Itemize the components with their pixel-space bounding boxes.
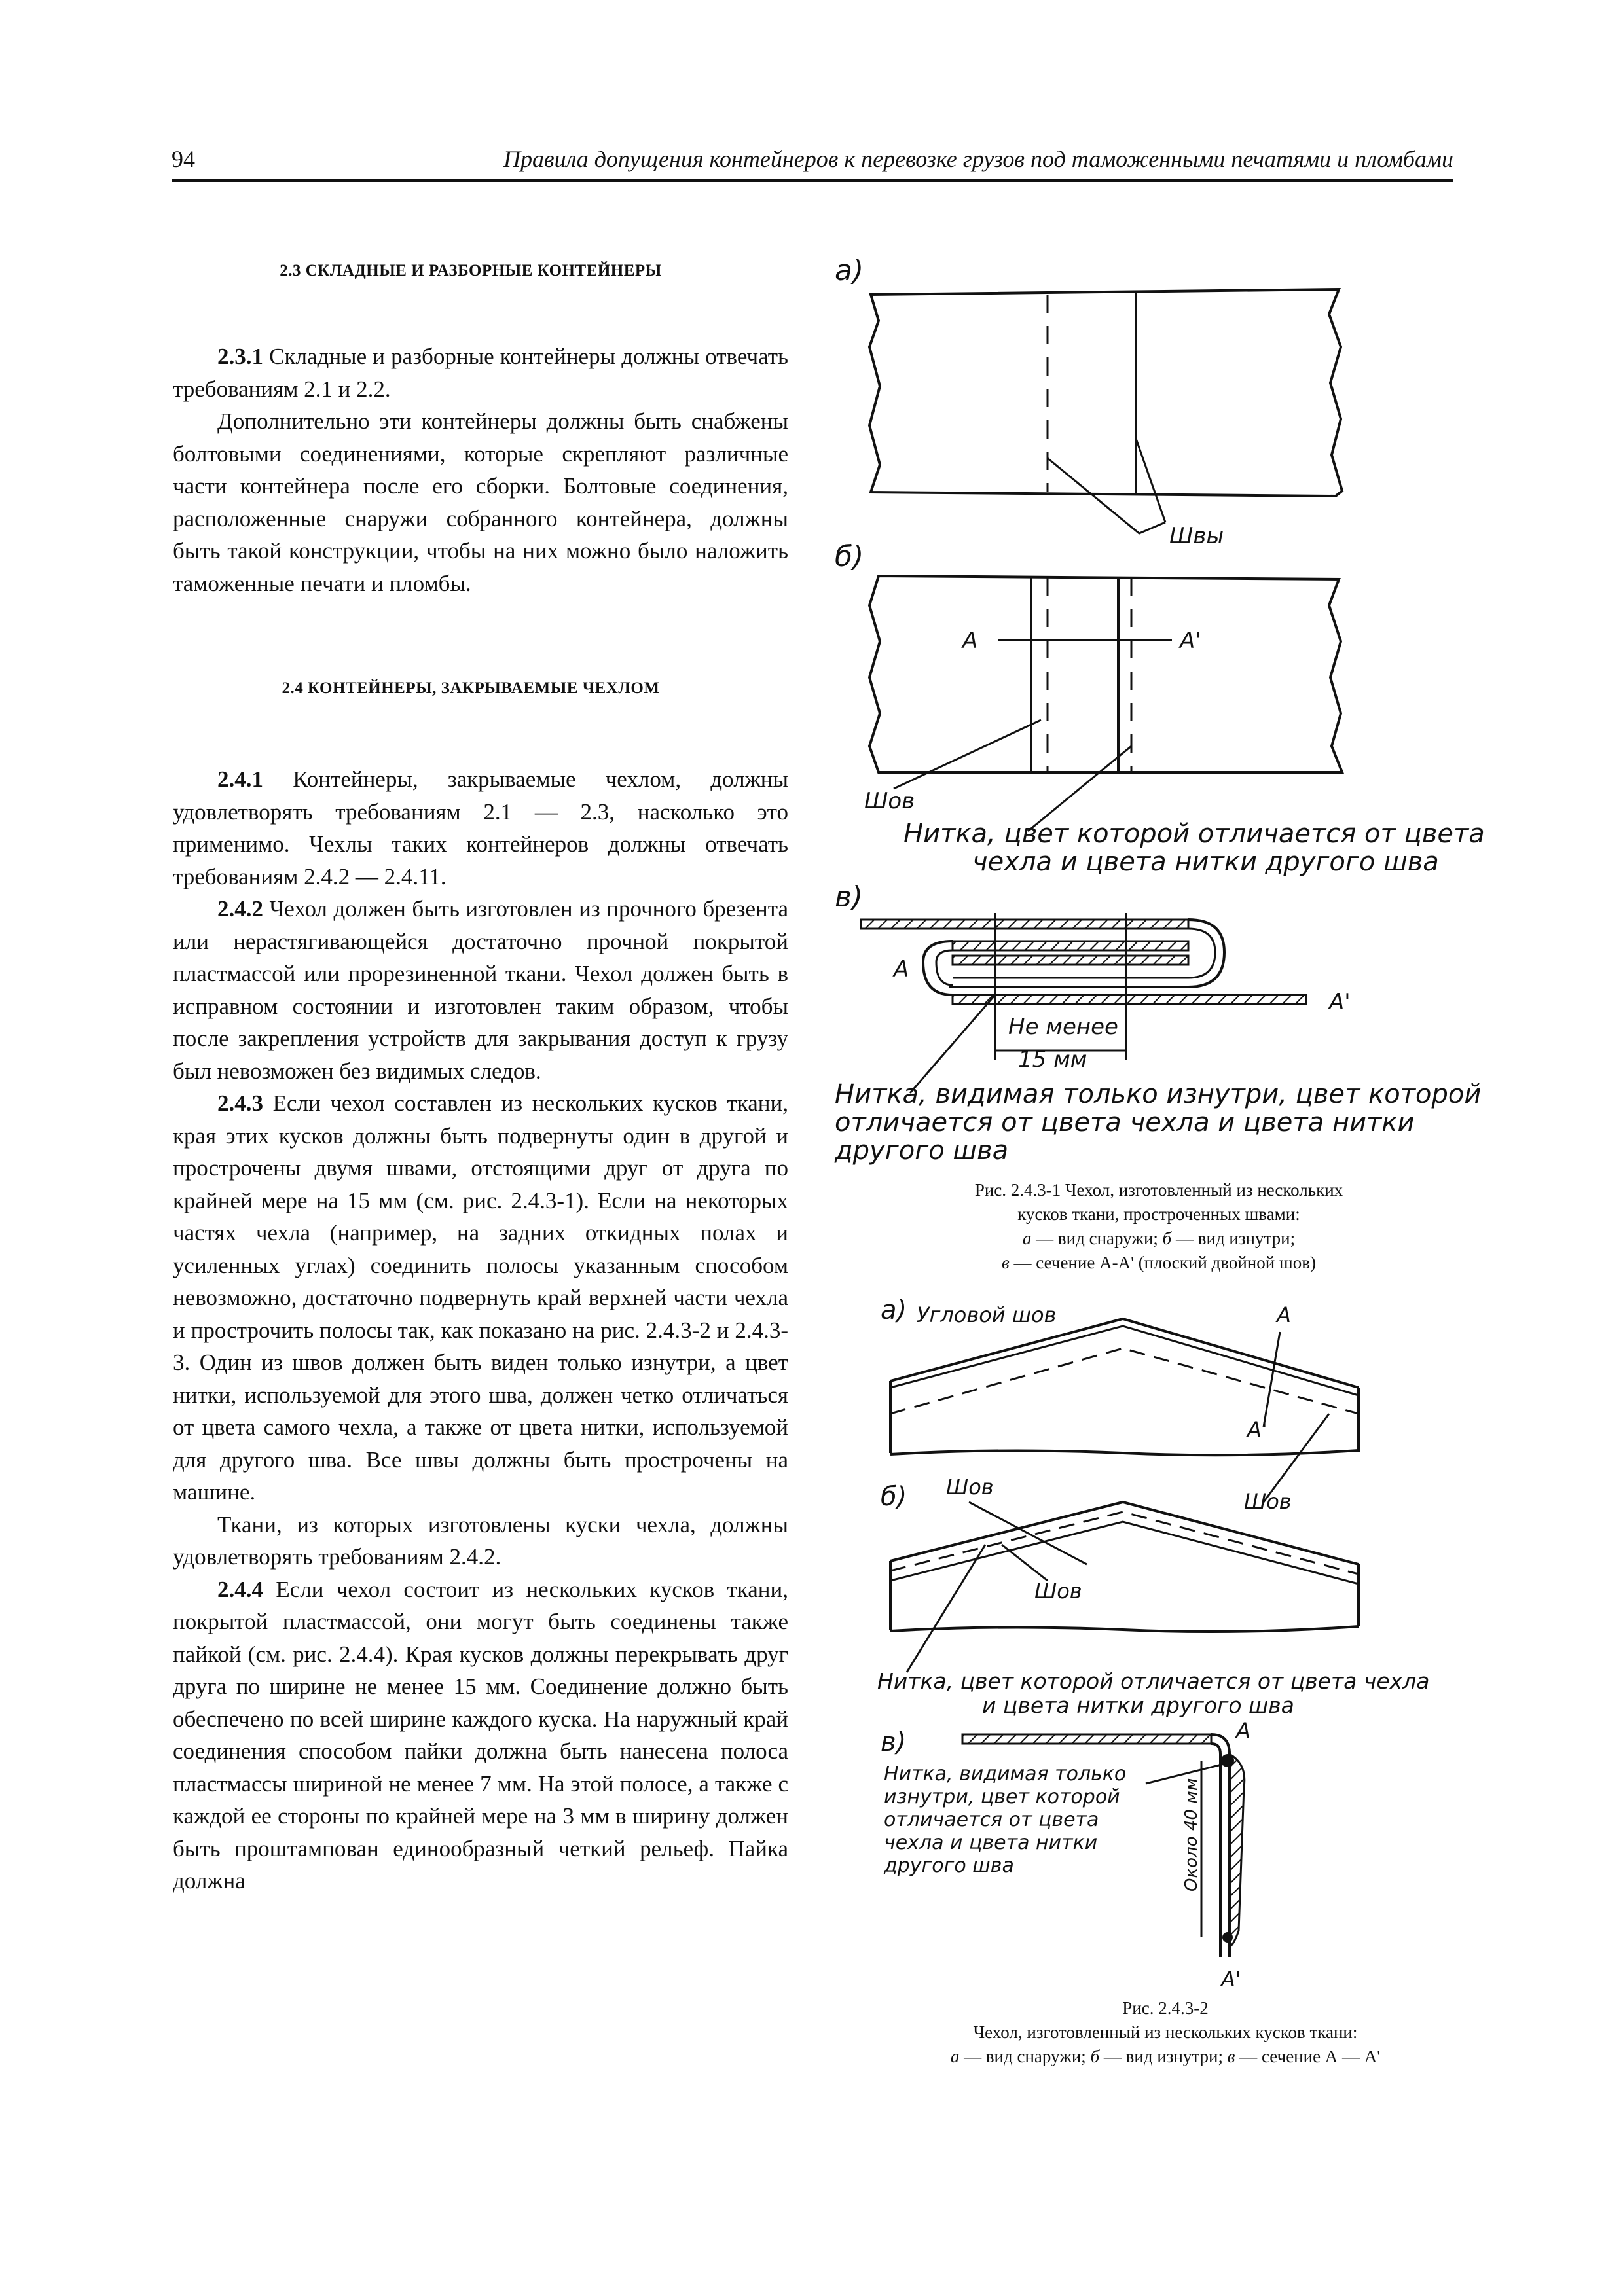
panel-b-outline <box>869 576 1342 772</box>
clause-number: 2.4.2 <box>217 896 263 922</box>
leader-inner-thread <box>910 995 995 1093</box>
label-a: а) <box>835 254 864 287</box>
label-seam-3: Шов <box>1034 1579 1082 1604</box>
figure-2-4-3-2-drawing <box>871 1283 1460 1990</box>
label-seams: Швы <box>1169 523 1224 549</box>
paragraph-text: Дополнительно эти контейнеры должны быть снабжены болтовыми соединениями, которые скрепляют различные части контейнера после его сборки. Болтовые соединения, расположенные снаружи собранного контейнера, должны быть такой конструкции, чтобы на них можно было наложить таможенные печати и пломбы. <box>173 408 788 596</box>
label-v: в) <box>835 880 864 914</box>
paragraph-text: Контейнеры, закрываемые чехлом, должны удовлетворять требованиям 2.1 — 2.3, насколько это применимо. Чехлы таких контейнеров должны отвечать требованиям 2.4.2 — 2.4.11. <box>173 766 788 889</box>
label-a: а) <box>881 1295 907 1325</box>
section-top-strip <box>962 1734 1211 1744</box>
inner-strip-2 <box>953 956 1188 965</box>
label-A-prime-section: А' <box>1221 1967 1241 1990</box>
caption-line: Чехол, изготовленный из нескольких кусков ткани: <box>973 2022 1358 2042</box>
panel-a-bottom <box>890 1381 1359 1453</box>
figure-2-4-3-2 <box>871 1283 1460 1990</box>
inner-note-4: чехла и цвета нитки <box>884 1831 1098 1854</box>
roof-outer-a <box>890 1319 1359 1388</box>
label-A-prime-section: А' <box>1329 989 1351 1015</box>
caption-title: Рис. 2.4.3-2 <box>1122 1998 1209 2018</box>
paragraph-2-3-1 <box>173 340 788 405</box>
clause-number: 2.3.1 <box>217 344 263 369</box>
caption-line: Рис. 2.4.3-1 Чехол, изготовленный из нескольких <box>974 1180 1343 1200</box>
caption-line: а — вид снаружи; б — вид изнутри; в — сечение А — А' <box>950 2047 1381 2066</box>
label-seam-2: Шов <box>1244 1489 1292 1514</box>
figure-2-4-3-1 <box>831 249 1486 1165</box>
label-A: А <box>962 628 978 654</box>
thread-note-1: Нитка, цвет которой отличается от цвета <box>903 819 1485 849</box>
label-A: А <box>1277 1302 1291 1327</box>
running-title: Правила допущения контейнеров к перевозке грузов под таможенными печатями и пломбами <box>503 146 1453 172</box>
label-v: в) <box>881 1727 907 1757</box>
bottom-strip <box>953 995 1306 1004</box>
panel-a-outline <box>869 289 1342 496</box>
paragraph-text: Если чехол составлен из нескольких кусков ткани, края этих кусков должны быть подвернуты один в другой и прострочены двумя швами, отстоящими друг от друга по крайней мере на 15 мм (см. рис. 2.4.3-1). Если на некоторых частях чехла (например, на задних откидных полах и усиленных углах) соединить полосы указанным способом невозможно, достаточно подвернуть край верхней части чехла и прострочить полосы так, как показано на рис. 2.4.3-2 и 2.4.3-3. Один из швов должен быть виден только изнутри, а цвет нитки, используемой для этого шва, должен четко отличаться от цвета самого чехла, а также от цвета нитки, используемой для другого шва. Все швы должны быть прострочены на машине. <box>173 1090 788 1505</box>
label-A-section: А <box>894 956 909 982</box>
inner-note-2: отличается от цвета чехла и цвета нитки <box>835 1107 1415 1138</box>
caption-line: в — сечение А-А' (плоский двойной шов) <box>1002 1253 1316 1272</box>
section-heading-2-3: 2.3 СКЛАДНЫЕ И РАЗБОРНЫЕ КОНТЕЙНЕРЫ <box>280 262 662 279</box>
paragraph-text: Складные и разборные контейнеры должны отвечать требованиям 2.1 и 2.2. <box>173 344 788 402</box>
thread-note-2: и цвета нитки другого шва <box>982 1693 1294 1718</box>
inner-note-1: Нитка, видимая только <box>884 1763 1127 1785</box>
page-number: 94 <box>172 146 195 172</box>
clause-number: 2.4.1 <box>217 766 263 792</box>
paragraph-2-4-3-extra <box>173 1509 788 1573</box>
clause-number: 2.4.4 <box>217 1576 263 1602</box>
thread-note-2: чехла и цвета нитки другого шва <box>972 847 1439 877</box>
paragraph-text: Ткани, из которых изготовлены куски чехла, должны удовлетворять требованиям 2.4.2. <box>173 1511 788 1570</box>
thread-note-1: Нитка, цвет которой отличается от цвета чехла <box>877 1668 1430 1694</box>
label-A-section: А <box>1236 1718 1250 1743</box>
paragraph-2-4-4 <box>173 1573 788 1897</box>
label-b: б) <box>881 1482 907 1512</box>
caption-line: а — вид снаружи; б — вид изнутри; <box>1022 1229 1296 1248</box>
label-A-prime: А' <box>1180 628 1201 654</box>
leader-seam-b <box>969 1502 1087 1564</box>
label-seam-1: Шов <box>946 1475 994 1499</box>
inner-note-3: отличается от цвета <box>884 1808 1099 1831</box>
text-column <box>173 262 788 1897</box>
page-header <box>172 145 1453 182</box>
inner-note-5: другого шва <box>884 1854 1014 1877</box>
dimension-label: Около 40 мм <box>1182 1778 1201 1892</box>
section-heading-2-4: 2.4 КОНТЕЙНЕРЫ, ЗАКРЫВАЕМЫЕ ЧЕХЛОМ <box>282 679 660 697</box>
top-strip <box>861 920 1188 929</box>
figure-2-4-3-2-caption <box>845 1996 1486 2069</box>
figure-2-4-3-1-drawing <box>831 249 1486 1165</box>
inner-note-1: Нитка, видимая только изнутри, цвет которой <box>835 1079 1482 1109</box>
inner-strip-1 <box>953 941 1188 950</box>
paragraph-2-3-1-extra <box>173 405 788 600</box>
min-label-2: 15 мм <box>1018 1047 1087 1073</box>
paragraph-2-4-2 <box>173 893 788 1087</box>
paragraph-2-4-3 <box>173 1087 788 1509</box>
min-label-1: Не менее <box>1008 1014 1118 1040</box>
label-seam: Шов <box>864 788 915 814</box>
fold-inner <box>953 929 1215 978</box>
section-fold <box>1211 1734 1230 1957</box>
paragraph-2-4-1 <box>173 763 788 893</box>
inner-note-2: изнутри, цвет которой <box>884 1785 1120 1808</box>
leader-seam <box>894 720 1041 789</box>
caption-line: кусков ткани, простроченных швами: <box>1017 1204 1300 1224</box>
label-b: б) <box>835 540 864 573</box>
inner-note-3: другого шва <box>835 1136 1009 1165</box>
roof-dashed-a <box>890 1348 1359 1414</box>
paragraph-text: Чехол должен быть изготовлен из прочного брезента или нерастягивающейся достаточно прочной покрытой пластмассой или прорезиненной ткани. Чехол должен быть в исправном состоянии и изготовлен таким образом, чтобы после закрепления устройств для закрывания доступ к грузу был невозможен без видимых следов. <box>173 896 788 1084</box>
clause-number: 2.4.3 <box>217 1090 263 1116</box>
corner-seam-label: Угловой шов <box>917 1302 1057 1327</box>
figure-2-4-3-1-caption <box>838 1178 1480 1275</box>
label-A-prime: А' <box>1247 1417 1267 1442</box>
paragraph-text: Если чехол состоит из нескольких кусков ткани, покрытой пластмассой, они могут быть соединены также пайкой (см. рис. 2.4.4). Края кусков должны перекрывать друг друга по ширине не менее 15 мм. Соединение должно быть обеспечено по всей ширине каждого куска. На наружный край соединения способом пайки должна быть нанесена полоса пластмассы шириной не менее 7 мм. На этой полосе, а также с каждой ее стороны по крайней мере на 3 мм в ширину должен быть проштампован единообразный четкий рельеф. Пайка должна <box>173 1576 788 1893</box>
